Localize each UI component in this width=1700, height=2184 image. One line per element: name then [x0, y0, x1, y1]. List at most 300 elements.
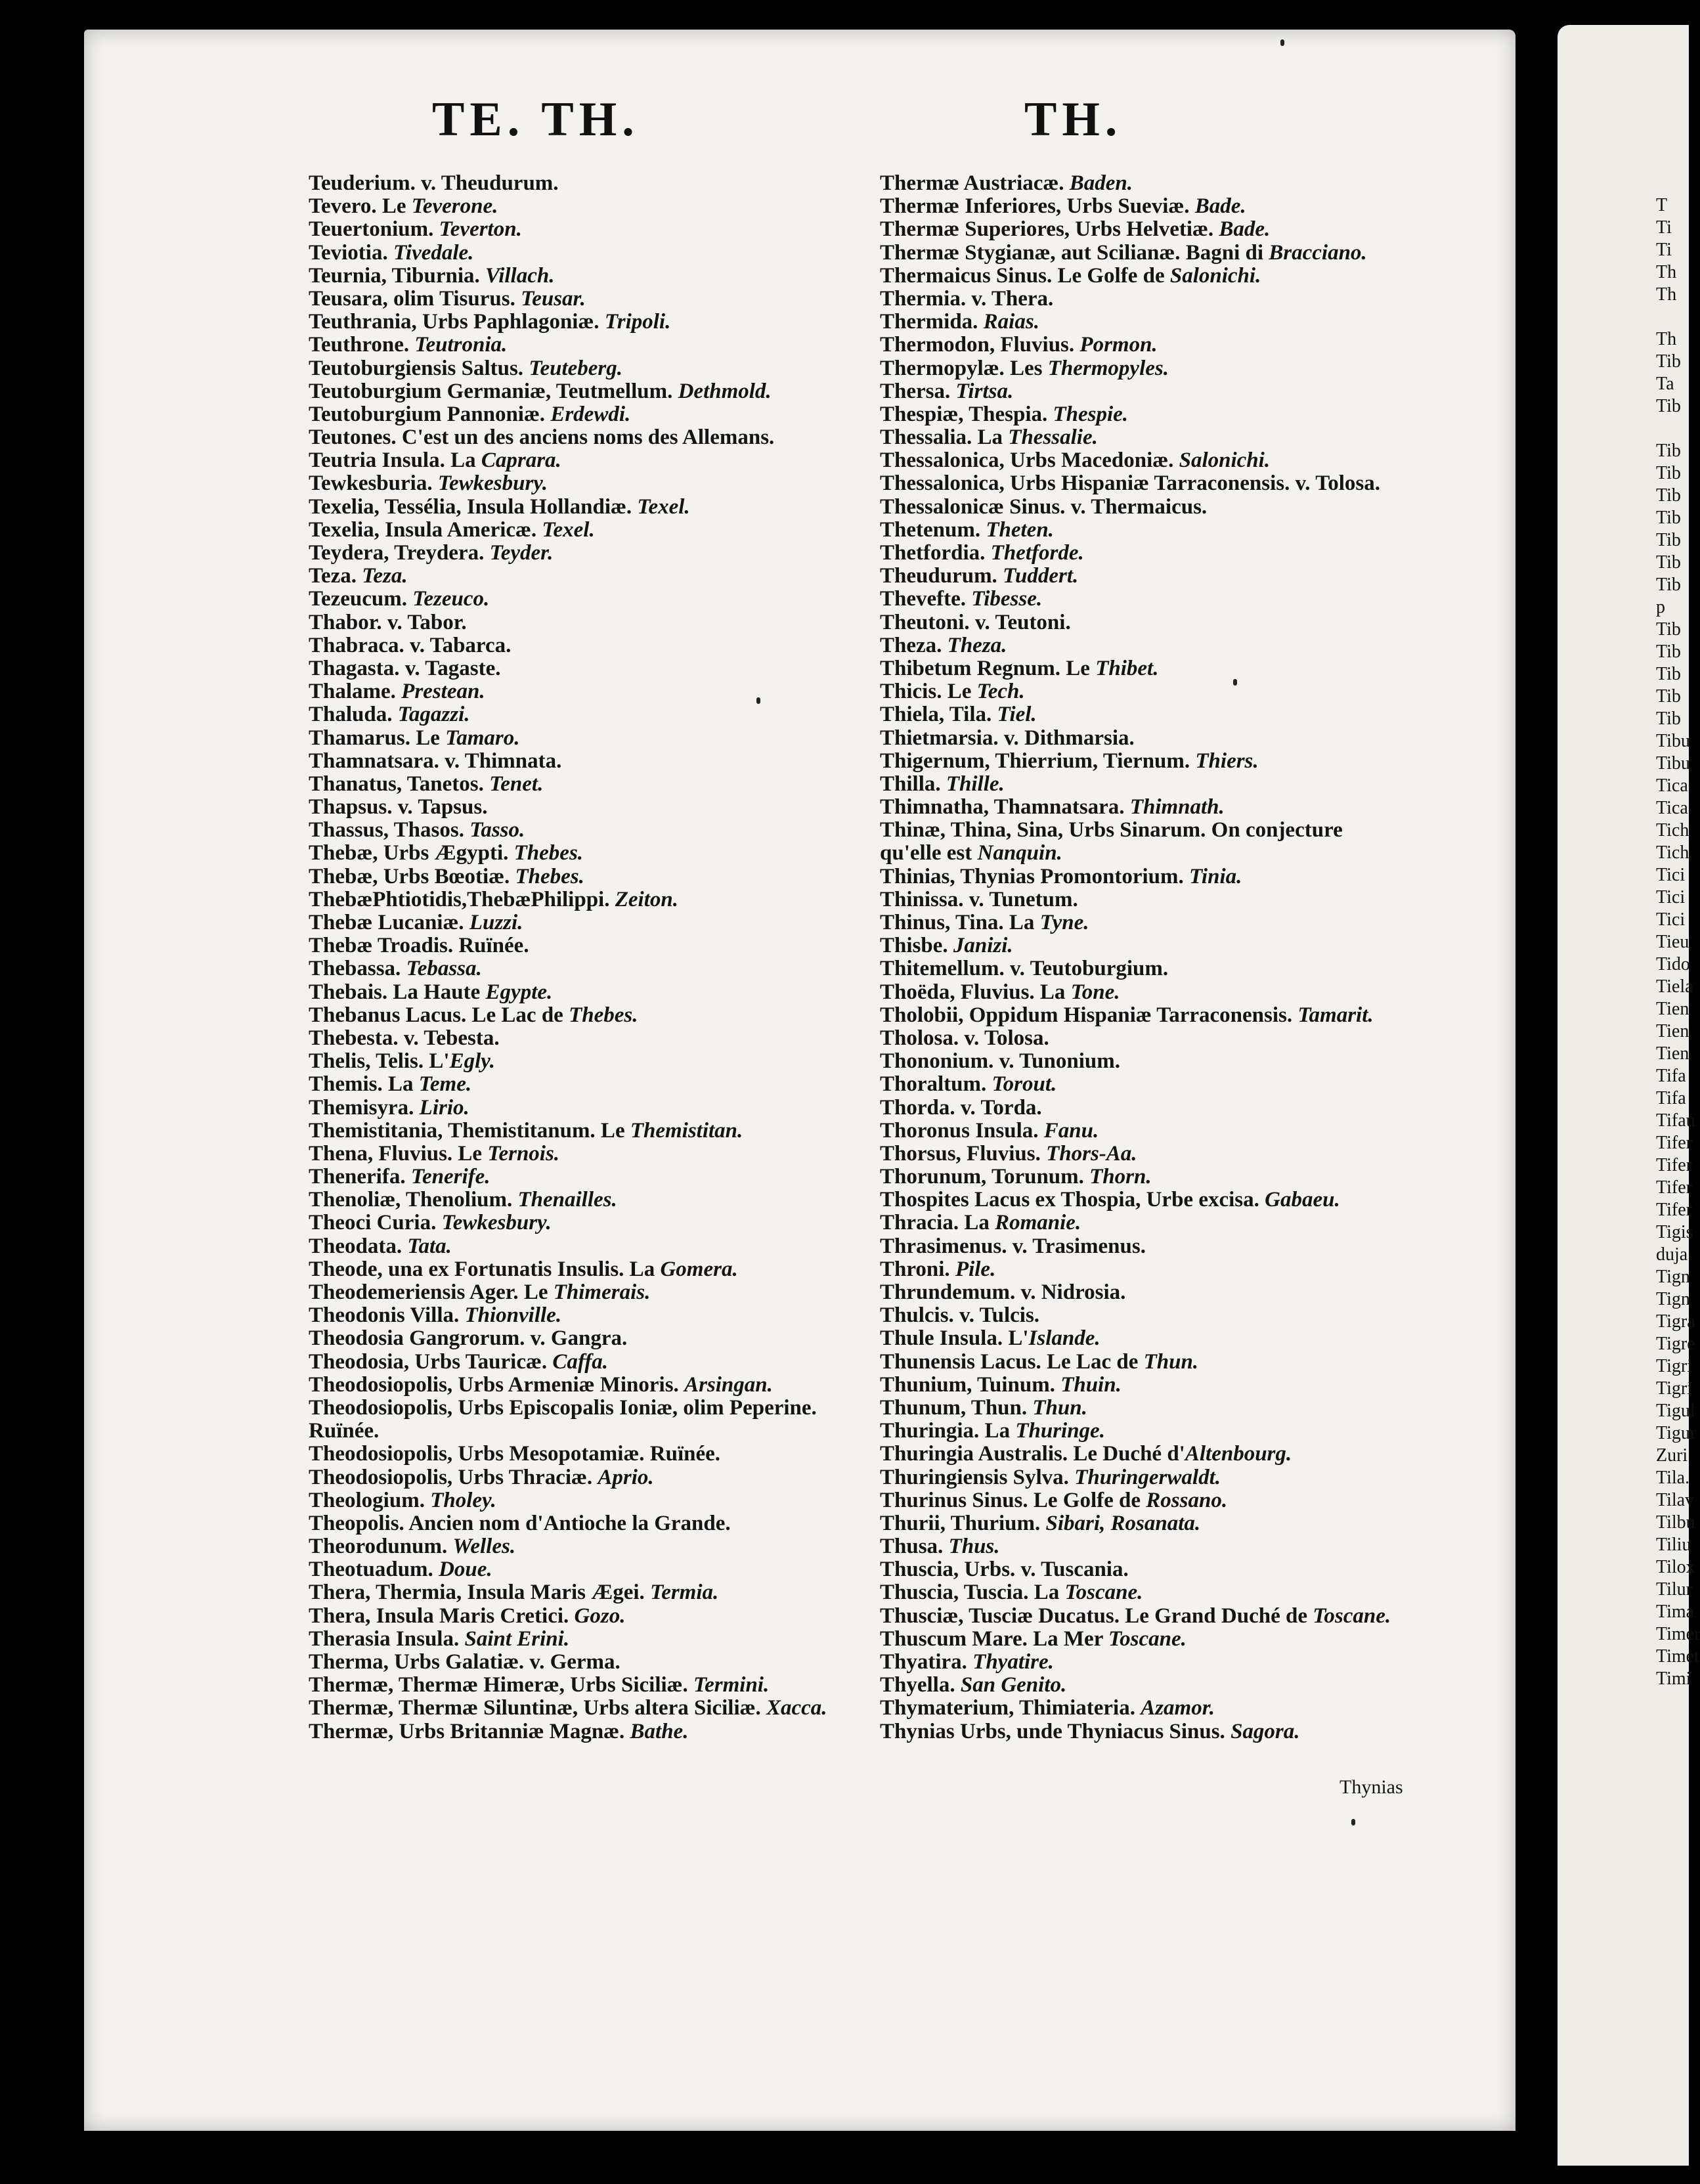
dictionary-entry: [309, 1535, 873, 1558]
entry-headword: qu'elle est: [880, 841, 978, 865]
dictionary-entry: [880, 1628, 1412, 1651]
entry-vernacular-name: Rossano.: [1146, 1488, 1228, 1512]
ink-speck: [1351, 1819, 1355, 1825]
entry-headword: Thermaicus Sinus. Le Golfe de: [880, 263, 1170, 288]
entry-headword: Teviotia.: [309, 240, 393, 265]
dictionary-entry: [880, 172, 1412, 195]
entry-headword: Thiela, Tila.: [880, 703, 997, 727]
adjacent-page-fragment: Tib: [1656, 530, 1681, 550]
entry-headword: Theodosiopolis, Urbs Mesopotamiæ. Ruïnée.: [309, 1442, 721, 1466]
entry-headword: Therma, Urbs Galatiæ. v. Germa.: [309, 1650, 621, 1674]
entry-vernacular-name: Azamor.: [1141, 1696, 1215, 1720]
entry-headword: Thisbe.: [880, 934, 953, 958]
entry-vernacular-name: Thebes.: [569, 1003, 638, 1027]
entry-headword: Thermæ Superiores, Urbs Helvetiæ.: [880, 217, 1219, 242]
entry-headword: Thimnatha, Thamnatsara.: [880, 795, 1130, 819]
entry-vernacular-name: Teyder.: [489, 541, 554, 565]
adjacent-page-fragment: [1656, 418, 1700, 440]
adjacent-page-fragment: Tib: [1656, 508, 1681, 528]
dictionary-entry: [309, 773, 873, 796]
adjacent-page-fragment: Zuri: [1656, 1445, 1688, 1466]
entry-headword: Theodonis Villa.: [309, 1303, 465, 1328]
entry-headword: Theodosiopolis, Urbs Episcopalis Ioniæ, olim Peperine.: [309, 1395, 817, 1420]
dictionary-entry: [309, 288, 873, 311]
entry-headword: Thyatira.: [880, 1650, 973, 1674]
entry-headword: Teutoburgium Pannoniæ.: [309, 402, 551, 426]
entry-vernacular-name: Tivedale.: [393, 240, 474, 265]
dictionary-entry: [880, 496, 1412, 519]
dictionary-entry: [880, 1212, 1412, 1234]
entry-vernacular-name: Thille.: [946, 772, 1005, 796]
entry-vernacular-name: Aprio.: [598, 1465, 654, 1489]
entry-headword: Thinias, Thynias Promontorium.: [880, 864, 1189, 888]
entry-vernacular-name: Tirtsa.: [955, 379, 1014, 403]
entry-vernacular-name: Thuringerwaldt.: [1074, 1465, 1221, 1489]
entry-headword: Thuscia, Tuscia. La: [880, 1581, 1065, 1605]
entry-headword: Thurii, Thurium.: [880, 1511, 1046, 1535]
entry-headword: Thebæ, Urbs Bœotiæ.: [309, 864, 515, 888]
entry-headword: Themistitania, Themistitanum. Le: [309, 1118, 630, 1143]
entry-headword: Thermæ Stygianæ, aut Scilianæ. Bagni di: [880, 240, 1269, 265]
entry-headword: Thracia. La: [880, 1211, 995, 1235]
dictionary-entry: [880, 611, 1412, 634]
entry-vernacular-name: Nanquin.: [977, 841, 1062, 865]
adjacent-page-fragment: Th: [1656, 284, 1677, 305]
entry-vernacular-name: Tamarit.: [1297, 1003, 1374, 1027]
entry-vernacular-name: Tyne.: [1039, 911, 1089, 934]
entry-vernacular-name: Theten.: [986, 517, 1054, 542]
entry-headword: Thusa.: [880, 1535, 949, 1559]
entry-headword: Thenerifa.: [309, 1165, 411, 1189]
entry-headword: Teutria Insula. La: [309, 448, 481, 473]
entry-vernacular-name: Teme.: [418, 1072, 472, 1097]
entry-vernacular-name: Erdewdi.: [550, 402, 631, 426]
adjacent-page-fragment: Th: [1656, 262, 1677, 282]
dictionary-entry: [880, 1397, 1412, 1420]
adjacent-page-fragment: Tib: [1656, 351, 1681, 372]
entry-headword: Theodosia Gangrorum. v. Gangra.: [309, 1326, 628, 1351]
entry-headword: Thebæ, Urbs Ægypti.: [309, 841, 514, 865]
right-column: [880, 172, 1412, 1743]
dictionary-entry: [880, 981, 1412, 1004]
adjacent-page-fragment: Tigra: [1656, 1311, 1695, 1332]
entry-headword: Thamnatsara. v. Thimnata.: [309, 749, 562, 773]
dictionary-entry: [880, 1166, 1412, 1189]
adjacent-page-fragment: Tib: [1656, 552, 1681, 573]
dictionary-entry: [309, 1581, 873, 1604]
dictionary-entry: [309, 727, 873, 750]
dictionary-entry: [309, 1027, 873, 1050]
adjacent-page-fragment: Tifer: [1656, 1133, 1692, 1153]
entry-headword: Thule Insula. L': [880, 1326, 1029, 1351]
entry-headword: Thulcis. v. Tulcis.: [880, 1303, 1040, 1328]
entry-vernacular-name: Egypte.: [485, 980, 553, 1004]
entry-vernacular-name: Luzzi.: [469, 911, 523, 934]
entry-headword: Thera, Insula Maris Cretici.: [309, 1604, 575, 1628]
dictionary-entry: [309, 1674, 873, 1697]
entry-vernacular-name: Thetforde.: [990, 541, 1084, 565]
entry-vernacular-name: Villach.: [485, 263, 555, 288]
entry-headword: Thrasimenus. v. Trasimenus.: [880, 1234, 1146, 1258]
entry-vernacular-name: Teusar.: [521, 286, 586, 311]
dictionary-entry: [309, 542, 873, 565]
entry-vernacular-name: Termia.: [650, 1581, 719, 1605]
entry-headword: Thabraca. v. Tabarca.: [309, 633, 512, 657]
adjacent-page-fragment: Tib: [1656, 642, 1681, 662]
entry-headword: Thrundemum. v. Nidrosia.: [880, 1280, 1126, 1304]
entry-headword: Tholobii, Oppidum Hispaniæ Tarraconensis.: [880, 1003, 1298, 1027]
dictionary-entry: [880, 1143, 1412, 1166]
entry-headword: Thersa.: [880, 379, 956, 403]
dictionary-entry: [309, 865, 873, 888]
entry-headword: Theodata.: [309, 1234, 408, 1258]
entry-headword: Thononium. v. Tunonium.: [880, 1049, 1120, 1074]
entry-vernacular-name: Thibet.: [1095, 656, 1159, 680]
dictionary-entry: [880, 819, 1412, 842]
entry-vernacular-name: Thun.: [1032, 1395, 1087, 1420]
entry-headword: Thermæ, Thermæ Siluntinæ, Urbs altera Siciliæ.: [309, 1696, 766, 1720]
dictionary-entry: [309, 703, 873, 726]
dictionary-entry: [309, 311, 873, 334]
ink-speck: [1280, 39, 1284, 46]
entry-vernacular-name: Caffa.: [552, 1349, 608, 1374]
entry-headword: Theologium.: [309, 1488, 431, 1512]
entry-vernacular-name: Tewkesbury.: [437, 471, 548, 496]
adjacent-page-fragment: Tigur: [1656, 1423, 1697, 1443]
entry-headword: Tholosa. v. Tolosa.: [880, 1026, 1049, 1050]
adjacent-page-fragment: Timet: [1656, 1646, 1699, 1667]
adjacent-page-fragment: Tifau: [1656, 1110, 1695, 1131]
dictionary-entry: [880, 1489, 1412, 1512]
adjacent-page-fragment: Tien: [1656, 1021, 1689, 1041]
entry-headword: Thermæ Austriacæ.: [880, 171, 1070, 195]
entry-vernacular-name: Thenailles.: [517, 1188, 617, 1212]
adjacent-page-fragment: Tib: [1656, 441, 1681, 461]
dictionary-entry: [309, 242, 873, 265]
dictionary-entry: [880, 565, 1412, 588]
entry-headword: Theodosia, Urbs Tauricæ.: [309, 1349, 553, 1374]
entry-vernacular-name: Thimnath.: [1129, 795, 1225, 819]
dictionary-entry: [880, 680, 1412, 703]
dictionary-entry: [309, 1327, 873, 1350]
adjacent-page-fragment: Tici: [1656, 865, 1686, 885]
dictionary-entry: [880, 1073, 1412, 1096]
dictionary-entry: [309, 1351, 873, 1374]
entry-vernacular-name: Romanie.: [995, 1211, 1081, 1235]
dictionary-entry: [309, 1466, 873, 1489]
dictionary-entry: [880, 311, 1412, 334]
adjacent-page-fragment: Tiliu: [1656, 1535, 1691, 1555]
entry-vernacular-name: Bathe.: [630, 1719, 689, 1743]
entry-vernacular-name: Tewkesbury.: [441, 1211, 552, 1235]
entry-headword: Theza.: [880, 633, 948, 657]
entry-headword: Thusciæ, Tusciæ Ducatus. Le Grand Duché de: [880, 1604, 1313, 1628]
entry-headword: Thuscia, Urbs. v. Tuscania.: [880, 1558, 1129, 1582]
dictionary-entry: [880, 195, 1412, 218]
entry-headword: Thebassa.: [309, 957, 406, 981]
dictionary-entry: [309, 1258, 873, 1281]
dictionary-entry: [880, 449, 1412, 472]
entry-vernacular-name: Tibesse.: [971, 587, 1043, 611]
dictionary-entry: [880, 934, 1412, 957]
entry-headword: Thebanus Lacus. Le Lac de: [309, 1003, 569, 1027]
entry-headword: Teutones. C'est un des anciens noms des Allemans.: [309, 426, 775, 450]
dictionary-entry: [880, 634, 1412, 657]
dictionary-entry: [309, 1605, 873, 1628]
adjacent-page-fragment: Tib: [1656, 463, 1681, 483]
entry-headword: Thessalonica, Urbs Macedoniæ.: [880, 448, 1179, 473]
dictionary-entry: [309, 449, 873, 472]
adjacent-page-fragment: Tich: [1656, 820, 1689, 841]
entry-vernacular-name: Thuringe.: [1015, 1419, 1105, 1443]
dictionary-entry: [309, 1281, 873, 1304]
entry-vernacular-name: Tasso.: [469, 818, 525, 842]
adjacent-page-fragment: Ti: [1656, 240, 1672, 260]
dictionary-entry: [880, 703, 1412, 726]
dictionary-entry: [880, 288, 1412, 311]
adjacent-page-fragment: Tifa: [1656, 1066, 1686, 1086]
entry-headword: Thoronus Insula.: [880, 1118, 1044, 1143]
adjacent-page-fragment: Tib: [1656, 664, 1681, 684]
entry-headword: Thinæ, Thina, Sina, Urbs Sinarum. On conjecture: [880, 818, 1343, 842]
dictionary-entry: [880, 865, 1412, 888]
entry-vernacular-name: Bade.: [1194, 194, 1246, 219]
entry-headword: Thessalonica, Urbs Hispaniæ Tarraconensis. v. Tolosa.: [880, 471, 1380, 496]
entry-headword: Thessalia. La: [880, 426, 1009, 450]
dictionary-entry: [880, 1004, 1412, 1027]
entry-headword: Thessalonicæ Sinus. v. Thermaicus.: [880, 494, 1208, 519]
entry-headword: Theotuadum.: [309, 1558, 439, 1582]
dictionary-entry: [880, 1651, 1412, 1674]
dictionary-entry: [880, 542, 1412, 565]
entry-headword: Thaluda.: [309, 703, 398, 727]
entry-vernacular-name: Saint Erini.: [464, 1627, 570, 1651]
dictionary-entry: [880, 1027, 1412, 1050]
dictionary-entry: [309, 426, 873, 449]
adjacent-page-fragment: Th: [1656, 329, 1677, 349]
entry-headword: Thagasta. v. Tagaste.: [309, 656, 501, 680]
dictionary-entry: [309, 819, 873, 842]
entry-vernacular-name: Toscane.: [1313, 1604, 1391, 1628]
entry-vernacular-name: Teza.: [362, 564, 408, 588]
dictionary-entry: [880, 842, 1412, 865]
adjacent-page-fragment: Tign: [1656, 1289, 1690, 1309]
entry-vernacular-name: Islande.: [1028, 1326, 1101, 1351]
entry-headword: Thorunum, Torunum.: [880, 1165, 1090, 1189]
entry-vernacular-name: Teutronia.: [414, 333, 508, 357]
entry-headword: Thicis. Le: [880, 680, 977, 704]
entry-headword: Thermæ Inferiores, Urbs Sueviæ.: [880, 194, 1195, 219]
entry-vernacular-name: Toscane.: [1064, 1581, 1143, 1605]
entry-vernacular-name: Texel.: [637, 494, 690, 519]
adjacent-page-fragment: Tilur: [1656, 1579, 1693, 1600]
dictionary-entry: [880, 657, 1412, 680]
dictionary-entry: [880, 1258, 1412, 1281]
entry-vernacular-name: Tuddert.: [1003, 564, 1079, 588]
entry-vernacular-name: Gomera.: [660, 1257, 738, 1281]
adjacent-page-fragment: Tigre: [1656, 1334, 1695, 1354]
entry-headword: Thanatus, Tanetos.: [309, 772, 490, 796]
dictionary-entry: [309, 611, 873, 634]
entry-headword: Thebais. La Haute: [309, 980, 486, 1004]
entry-vernacular-name: Prestean.: [401, 680, 485, 704]
entry-headword: Teutoburgiensis Saltus.: [309, 356, 529, 380]
entry-vernacular-name: Tebassa.: [406, 957, 482, 981]
entry-vernacular-name: Tech.: [976, 680, 1025, 704]
adjacent-page-fragment: Tien: [1656, 999, 1689, 1019]
dictionary-entry: [880, 1281, 1412, 1304]
dictionary-entry: [880, 588, 1412, 611]
dictionary-entry: [309, 265, 873, 288]
entry-headword: Thigernum, Thierrium, Tiernum.: [880, 749, 1196, 773]
entry-vernacular-name: Xacca.: [766, 1696, 827, 1720]
dictionary-entry: [309, 680, 873, 703]
running-head-left: TE. TH.: [432, 93, 640, 146]
entry-headword: Thymaterium, Thimiateria.: [880, 1696, 1141, 1720]
entry-headword: Thospites Lacus ex Thospia, Urbe excisa.: [880, 1188, 1265, 1212]
dictionary-entry: [880, 1558, 1412, 1581]
entry-headword: Theode, una ex Fortunatis Insulis. La: [309, 1257, 661, 1281]
dictionary-entry: [880, 1304, 1412, 1327]
dictionary-entry: [309, 888, 873, 911]
dictionary-entry: [309, 981, 873, 1004]
dictionary-entry: [880, 1720, 1412, 1743]
adjacent-page-text: [1656, 194, 1700, 1690]
dictionary-entry: [880, 380, 1412, 403]
entry-headword: Thinissa. v. Tunetum.: [880, 887, 1078, 911]
entry-headword: Theodosiopolis, Urbs Thraciæ.: [309, 1465, 598, 1489]
entry-vernacular-name: Teverton.: [439, 217, 522, 242]
adjacent-page-fragment: Tien: [1656, 1043, 1689, 1064]
dictionary-entry: [309, 1512, 873, 1535]
entry-headword: Thelis, Telis. L': [309, 1049, 450, 1074]
entry-vernacular-name: Arsingan.: [684, 1372, 773, 1397]
dictionary-entry: [309, 1073, 873, 1096]
dictionary-entry: [309, 957, 873, 980]
adjacent-page-fragment: Tilox: [1656, 1557, 1695, 1577]
dictionary-entry: [309, 1097, 873, 1120]
entry-vernacular-name: Altenbourg.: [1185, 1442, 1292, 1466]
adjacent-page-fragment: Tido: [1656, 954, 1690, 974]
dictionary-entry: [309, 934, 873, 957]
dictionary-entry: [880, 519, 1412, 542]
entry-headword: Theorodunum.: [309, 1535, 453, 1559]
entry-headword: Thunum, Thun.: [880, 1395, 1033, 1420]
entry-vernacular-name: Tamaro.: [445, 726, 520, 750]
entry-vernacular-name: Toscane.: [1108, 1627, 1187, 1651]
entry-headword: Teuthrone.: [309, 333, 415, 357]
entry-headword: Thalame.: [309, 680, 402, 704]
entry-headword: Themis. La: [309, 1072, 419, 1097]
entry-headword: Thetfordia.: [880, 541, 991, 565]
entry-headword: Texelia, Tessélia, Insula Hollandiæ.: [309, 494, 638, 519]
dictionary-entry: [309, 1004, 873, 1027]
entry-headword: Thorsus, Fluvius.: [880, 1141, 1047, 1166]
entry-vernacular-name: Salonichi.: [1179, 448, 1271, 473]
entry-vernacular-name: Tenerife.: [410, 1165, 490, 1189]
adjacent-page-fragment: Ta: [1656, 374, 1674, 394]
adjacent-page-fragment: Tici: [1656, 909, 1686, 930]
dictionary-entry: [309, 1050, 873, 1073]
dictionary-entry: [309, 496, 873, 519]
entry-vernacular-name: Dethmold.: [678, 379, 772, 403]
dictionary-entry: [880, 796, 1412, 819]
entry-headword: Thamarus. Le: [309, 726, 446, 750]
entry-headword: Thuringia Australis. Le Duché d': [880, 1442, 1185, 1466]
entry-headword: Thorda. v. Torda.: [880, 1095, 1042, 1120]
adjacent-page-fragment: Tifer: [1656, 1155, 1692, 1175]
dictionary-entry: [309, 911, 873, 934]
entry-headword: Thena, Fluvius. Le: [309, 1141, 488, 1166]
adjacent-page-fragment: Tib: [1656, 485, 1681, 506]
entry-headword: Theopolis. Ancien nom d'Antioche la Grande.: [309, 1511, 731, 1535]
entry-vernacular-name: Welles.: [452, 1535, 516, 1559]
adjacent-page-fragment: Tigis: [1656, 1222, 1693, 1242]
entry-headword: Tezeucum.: [309, 587, 413, 611]
entry-vernacular-name: Caprara.: [481, 448, 561, 473]
dictionary-entry: [880, 1097, 1412, 1120]
entry-vernacular-name: Gozo.: [574, 1604, 626, 1628]
entry-headword: Thapsus. v. Tapsus.: [309, 795, 488, 819]
entry-vernacular-name: Tiel.: [997, 703, 1037, 727]
dictionary-entry: [880, 1374, 1412, 1397]
dictionary-entry: [880, 1581, 1412, 1604]
dictionary-entry: [309, 1374, 873, 1397]
entry-headword: Thermæ, Urbs Britanniæ Magnæ.: [309, 1719, 630, 1743]
dictionary-entry: [880, 334, 1412, 357]
dictionary-entry: [309, 1628, 873, 1651]
entry-headword: Thespiæ, Thespia.: [880, 402, 1053, 426]
dictionary-entry: [309, 1304, 873, 1327]
dictionary-entry: [880, 403, 1412, 426]
entry-headword: Theoci Curia.: [309, 1211, 442, 1235]
adjacent-page-fragment: Tigri: [1656, 1356, 1693, 1376]
adjacent-page-edge: [1558, 25, 1700, 2166]
entry-headword: Throni.: [880, 1257, 955, 1281]
adjacent-page-fragment: Timer: [1656, 1624, 1700, 1644]
entry-vernacular-name: Tata.: [407, 1234, 452, 1258]
entry-headword: Thuringiensis Sylva.: [880, 1465, 1075, 1489]
entry-headword: Theodosiopolis, Urbs Armeniæ Minoris.: [309, 1372, 685, 1397]
entry-headword: Thermodon, Fluvius.: [880, 333, 1080, 357]
entry-vernacular-name: Thiers.: [1195, 749, 1259, 773]
dictionary-entry: [880, 1605, 1412, 1628]
entry-headword: Thibetum Regnum. Le: [880, 656, 1096, 680]
entry-headword: Thassus, Thasos.: [309, 818, 470, 842]
dictionary-entry: [880, 1443, 1412, 1466]
entry-headword: Teusara, olim Tisurus.: [309, 286, 521, 311]
entry-vernacular-name: Thyatire.: [972, 1650, 1054, 1674]
adjacent-page-fragment: Tigul: [1656, 1401, 1695, 1421]
dictionary-entry: [309, 334, 873, 357]
entry-vernacular-name: Zeiton.: [615, 887, 678, 911]
entry-headword: Thermopylæ. Les: [880, 356, 1048, 380]
entry-vernacular-name: Texel.: [542, 517, 595, 542]
entry-headword: Thinus, Tina. La: [880, 911, 1040, 934]
entry-vernacular-name: Bracciano.: [1269, 240, 1367, 265]
adjacent-page-fragment: Tica: [1656, 798, 1688, 818]
adjacent-page-fragment: Tib: [1656, 709, 1681, 729]
adjacent-page-fragment: Tica: [1656, 775, 1688, 796]
entry-headword: Thitemellum. v. Teutoburgium.: [880, 957, 1169, 981]
dictionary-entry: [309, 1120, 873, 1143]
adjacent-page-fragment: Tibu: [1656, 731, 1690, 751]
entry-headword: Theutoni. v. Teutoni.: [880, 610, 1071, 634]
entry-vernacular-name: Lirio.: [419, 1095, 469, 1120]
dictionary-entry: [309, 1166, 873, 1189]
entry-headword: ThebæPhtiotidis,ThebæPhilippi.: [309, 887, 615, 911]
dictionary-entry: [880, 1674, 1412, 1697]
